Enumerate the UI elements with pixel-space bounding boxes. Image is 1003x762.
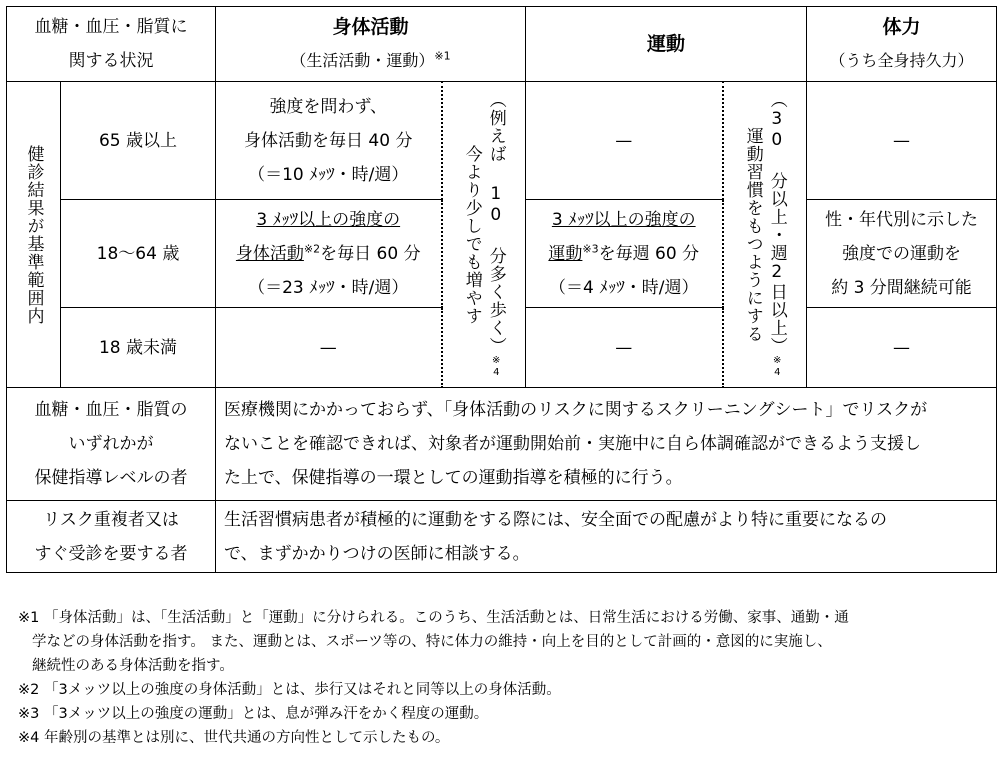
activity-18-64: 3 ﾒｯﾂ以上の強度の 身体活動$^{※2}$を毎日 60 分 （＝23 ﾒｯﾂ・時/週）	[216, 200, 442, 308]
exercise-65-plus: —	[526, 82, 723, 200]
guidance-level-text: 医療機関にかかっておらず、「身体活動のリスクに関するスクリーニングシート」でリスクが ないことを確認できれば、対象者が運動開始前・実施中に自ら体調確認ができるよう支援し た上で、保健指導の一環としての運動指導を積極的に行う。	[216, 388, 997, 501]
footnote-1-cont2: 継続性のある身体活動を指す。	[32, 658, 234, 674]
footnote-1: ※1 「身体活動」は、「生活活動」と「運動」に分けられる。このうち、生活活動とは、日常生活における労働、家事、通勤・通	[18, 610, 849, 626]
risk-label: リスク重複者又は すぐ受診を要する者	[7, 501, 216, 573]
header-status: 血糖・血圧・脂質に 関する状況	[7, 7, 216, 82]
guidance-level-label: 血糖・血圧・脂質の いずれかが 保健指導レベルの者	[7, 388, 216, 501]
risk-text: 生活習慣病患者が積極的に運動をする際には、安全面での配慮がより特に重要になるの で、まずかかりつけの医師に相談する。	[216, 501, 997, 573]
footnote-1-cont: 学などの身体活動を指す。 また、運動とは、スポーツ等の、特に体力の維持・向上を目的として計画的・意図的に実施し、	[32, 634, 832, 650]
exercise-common-direction: 運動習慣をもつようにする （30 分以上・週2日以上）※4	[723, 82, 807, 388]
footnote-4: ※4 年齢別の基準とは別に、世代共通の方向性として示したもの。	[18, 730, 450, 746]
activity-under-18: —	[216, 308, 442, 388]
exercise-under-18: —	[526, 308, 723, 388]
footnotes	[18, 606, 993, 750]
guideline-table	[6, 6, 997, 573]
age-18-64: 18～64 歳	[61, 200, 216, 308]
fitness-under-18: —	[807, 308, 997, 388]
exercise-18-64: 3 ﾒｯﾂ以上の強度の 運動$^{※3}$を毎週 60 分 （＝4 ﾒｯﾂ・時/週）	[526, 200, 723, 308]
row-group-label: 健診結果が基準範囲内	[7, 82, 61, 388]
fitness-65-plus: —	[807, 82, 997, 200]
age-under-18: 18 歳未満	[61, 308, 216, 388]
activity-common-direction: 今より少しでも増やす （例えば 10 分多く歩く）※4	[442, 82, 526, 388]
header-physical-activity: 身体活動 （生活活動・運動）$^{※1}$	[216, 7, 526, 82]
header-fitness: 体力 （うち全身持久力）	[807, 7, 997, 82]
header-exercise: 運動	[526, 7, 807, 82]
footnote-2: ※2 「3メッツ以上の強度の身体活動」とは、歩行又はそれと同等以上の身体活動。	[18, 682, 561, 698]
fitness-18-64: 性・年代別に示した 強度での運動を 約 3 分間継続可能	[807, 200, 997, 308]
activity-65-plus: 強度を問わず、 身体活動を毎日 40 分 （＝10 ﾒｯﾂ・時/週）	[216, 82, 442, 200]
age-65-plus: 65 歳以上	[61, 82, 216, 200]
footnote-3: ※3 「3メッツ以上の強度の運動」とは、息が弾み汗をかく程度の運動。	[18, 706, 489, 722]
